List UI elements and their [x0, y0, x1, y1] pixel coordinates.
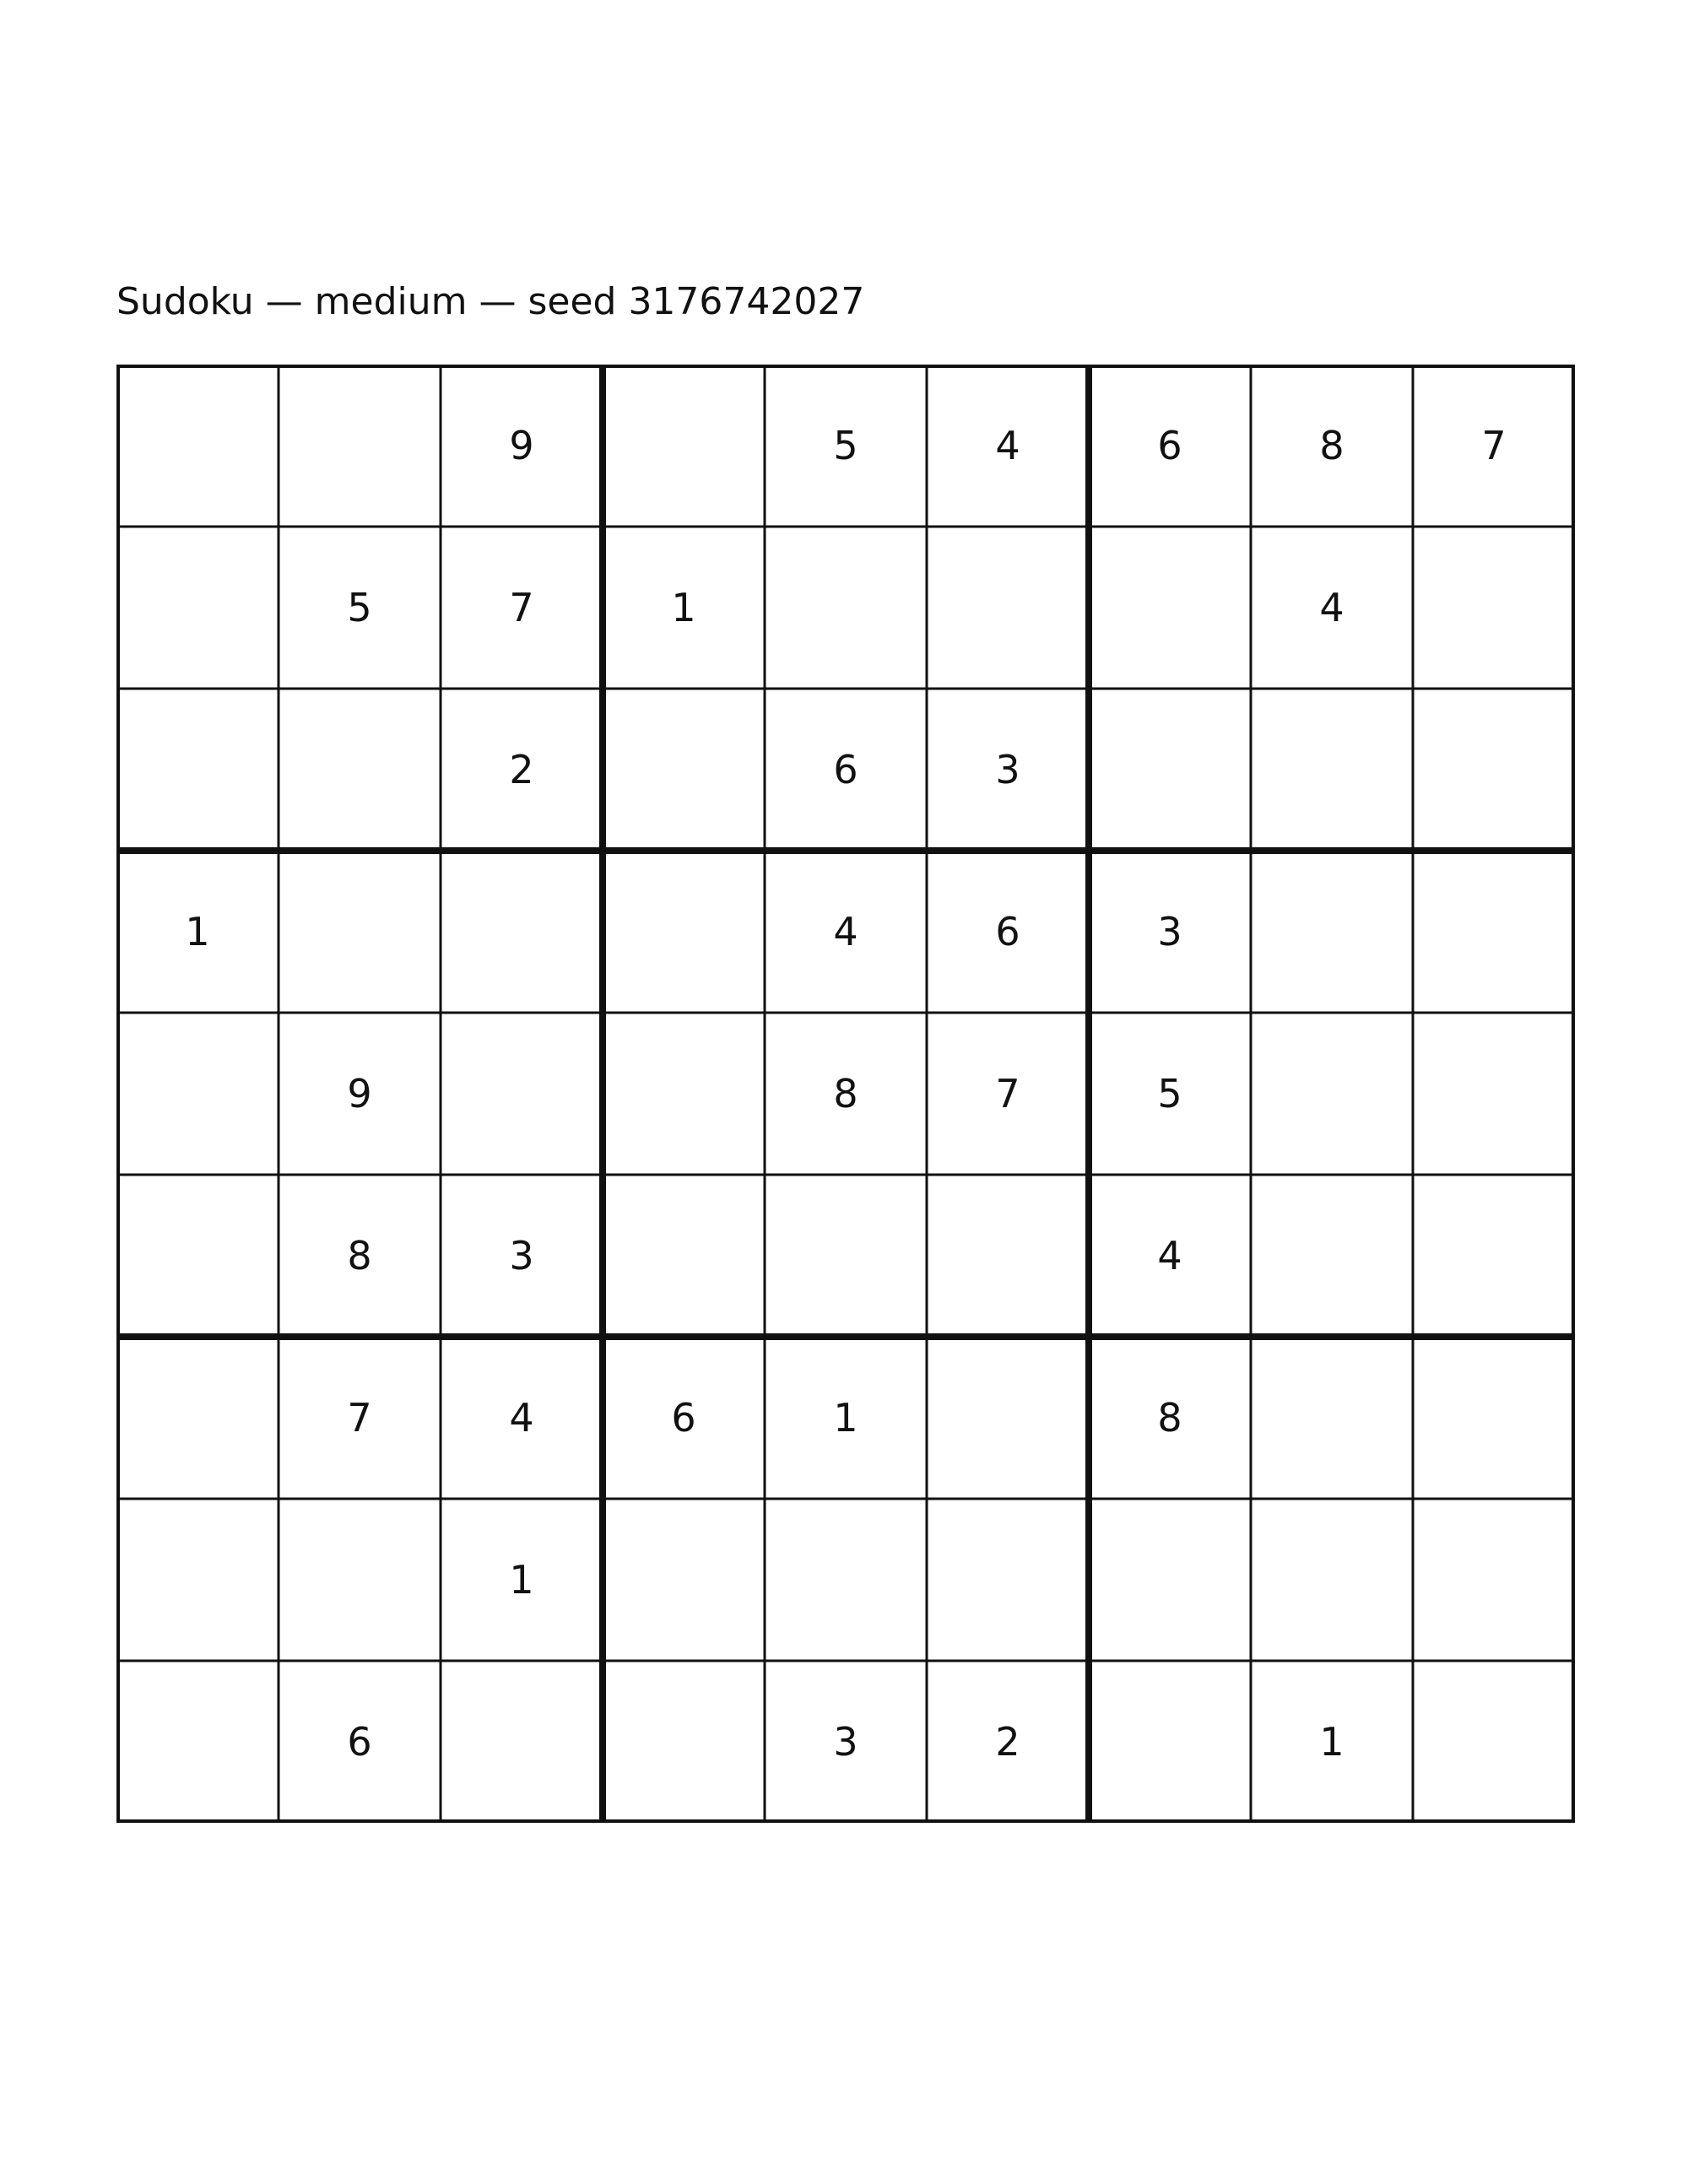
cell-r7-c6[interactable]: [927, 1337, 1089, 1499]
cell-r8-c5[interactable]: [765, 1499, 927, 1661]
cell-r1-c1[interactable]: [116, 365, 279, 527]
cell-r9-c3[interactable]: [441, 1661, 603, 1823]
cell-r8-c2[interactable]: [279, 1499, 441, 1661]
cell-r7-c9[interactable]: [1413, 1337, 1575, 1499]
cell-r8-c1[interactable]: [116, 1499, 279, 1661]
cell-r3-c3[interactable]: 2: [509, 747, 534, 792]
page-title: Sudoku — medium — seed 3176742027: [116, 280, 865, 323]
cell-r5-c6[interactable]: 7: [995, 1071, 1020, 1116]
cell-r6-c9[interactable]: [1413, 1175, 1575, 1337]
cell-r7-c1[interactable]: [116, 1337, 279, 1499]
cell-r8-c6[interactable]: [927, 1499, 1089, 1661]
cell-r7-c7[interactable]: 8: [1157, 1395, 1182, 1441]
cell-r4-c1[interactable]: 1: [185, 909, 210, 954]
cell-r3-c7[interactable]: [1089, 689, 1251, 851]
cell-r4-c7[interactable]: 3: [1157, 909, 1182, 954]
cell-r4-c2[interactable]: [279, 851, 441, 1013]
cell-r9-c7[interactable]: [1089, 1661, 1251, 1823]
cell-r2-c3[interactable]: 7: [509, 585, 534, 630]
cell-r7-c3[interactable]: 4: [509, 1395, 534, 1441]
cell-r3-c9[interactable]: [1413, 689, 1575, 851]
cell-r3-c6[interactable]: 3: [995, 747, 1020, 792]
cell-r3-c4[interactable]: [603, 689, 765, 851]
cell-r2-c4[interactable]: 1: [671, 585, 696, 630]
cell-r5-c5[interactable]: 8: [833, 1071, 858, 1116]
cell-r4-c4[interactable]: [603, 851, 765, 1013]
cell-r1-c8[interactable]: 8: [1319, 423, 1344, 468]
cell-r3-c1[interactable]: [116, 689, 279, 851]
cell-r1-c3[interactable]: 9: [509, 423, 534, 468]
cell-r1-c6[interactable]: 4: [995, 423, 1020, 468]
cell-grid: [116, 365, 1575, 1823]
cell-r4-c3[interactable]: [441, 851, 603, 1013]
cell-r2-c5[interactable]: [765, 527, 927, 689]
cell-r9-c1[interactable]: [116, 1661, 279, 1823]
cell-r5-c9[interactable]: [1413, 1013, 1575, 1175]
cell-r9-c2[interactable]: 6: [347, 1719, 372, 1765]
cell-r2-c1[interactable]: [116, 527, 279, 689]
cell-r3-c5[interactable]: 6: [833, 747, 858, 792]
cell-r5-c2[interactable]: 9: [347, 1071, 372, 1116]
cell-r6-c7[interactable]: 4: [1157, 1233, 1182, 1279]
cell-r7-c4[interactable]: 6: [671, 1395, 696, 1441]
cell-r9-c9[interactable]: [1413, 1661, 1575, 1823]
cell-r9-c8[interactable]: 1: [1319, 1719, 1344, 1765]
cell-r6-c1[interactable]: [116, 1175, 279, 1337]
cell-r8-c3[interactable]: 1: [509, 1557, 534, 1603]
cell-r9-c4[interactable]: [603, 1661, 765, 1823]
cell-r7-c2[interactable]: 7: [347, 1395, 372, 1441]
cell-r7-c8[interactable]: [1251, 1337, 1413, 1499]
cell-r5-c8[interactable]: [1251, 1013, 1413, 1175]
cell-r6-c3[interactable]: 3: [509, 1233, 534, 1279]
cell-r8-c4[interactable]: [603, 1499, 765, 1661]
cell-r4-c5[interactable]: 4: [833, 909, 858, 954]
cell-r6-c2[interactable]: 8: [347, 1233, 372, 1279]
cell-r2-c9[interactable]: [1413, 527, 1575, 689]
cell-r1-c2[interactable]: [279, 365, 441, 527]
cell-r2-c8[interactable]: 4: [1319, 585, 1344, 630]
cell-r7-c5[interactable]: 1: [833, 1395, 858, 1441]
cell-r5-c1[interactable]: [116, 1013, 279, 1175]
cell-r4-c9[interactable]: [1413, 851, 1575, 1013]
cell-r2-c2[interactable]: 5: [347, 585, 372, 630]
cell-r4-c8[interactable]: [1251, 851, 1413, 1013]
cell-r2-c7[interactable]: [1089, 527, 1251, 689]
cell-r6-c4[interactable]: [603, 1175, 765, 1337]
cell-r8-c7[interactable]: [1089, 1499, 1251, 1661]
cell-r5-c4[interactable]: [603, 1013, 765, 1175]
cell-r1-c7[interactable]: 6: [1157, 423, 1182, 468]
cell-r1-c9[interactable]: 7: [1481, 423, 1507, 468]
cell-r9-c5[interactable]: 3: [833, 1719, 858, 1765]
cell-r1-c5[interactable]: 5: [833, 423, 858, 468]
cell-r4-c6[interactable]: 6: [995, 909, 1020, 954]
cell-r6-c8[interactable]: [1251, 1175, 1413, 1337]
cell-r5-c3[interactable]: [441, 1013, 603, 1175]
cell-r5-c7[interactable]: 5: [1157, 1071, 1182, 1116]
cell-r6-c5[interactable]: [765, 1175, 927, 1337]
cell-r8-c9[interactable]: [1413, 1499, 1575, 1661]
cell-r8-c8[interactable]: [1251, 1499, 1413, 1661]
cell-r2-c6[interactable]: [927, 527, 1089, 689]
cell-r3-c2[interactable]: [279, 689, 441, 851]
cell-r1-c4[interactable]: [603, 365, 765, 527]
cell-r9-c6[interactable]: 2: [995, 1719, 1020, 1765]
sudoku-board: [116, 365, 1575, 1823]
cell-r6-c6[interactable]: [927, 1175, 1089, 1337]
cell-r3-c8[interactable]: [1251, 689, 1413, 851]
